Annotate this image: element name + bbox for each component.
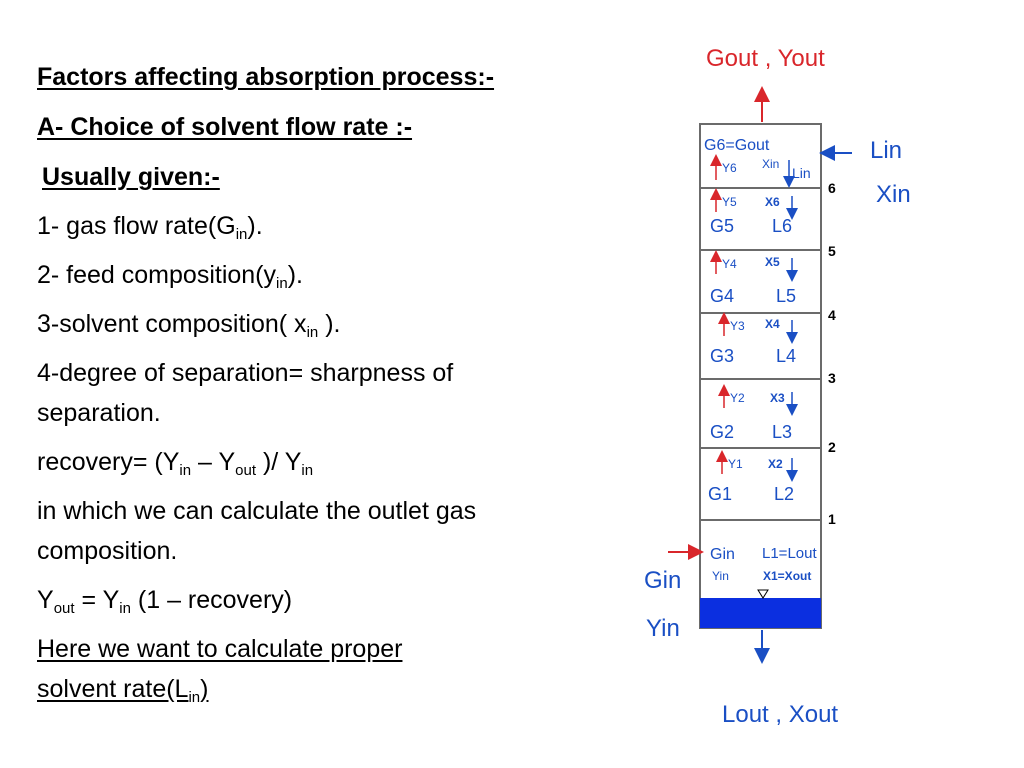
liquid-inlet-composition-label: Xin xyxy=(876,181,911,208)
stage1-x: X2 xyxy=(768,457,783,471)
stage4-g: G4 xyxy=(710,286,735,306)
stage-number: 3 xyxy=(828,370,836,386)
stage6-gas-label: G6=Gout xyxy=(704,137,770,154)
liquid-inlet-label: Lin xyxy=(870,137,903,164)
usually-given: Usually given:- xyxy=(42,163,220,191)
heading: Factors affecting absorption process:- xyxy=(37,63,495,91)
stage6-y: Y6 xyxy=(722,161,737,175)
stage4-l: L5 xyxy=(776,286,797,306)
stage6-l: Lin xyxy=(792,165,811,181)
stage4-x: X5 xyxy=(765,255,780,269)
stage1-y: Y1 xyxy=(728,457,743,471)
want-line-2: solvent $rate(L_{in})$ xyxy=(37,675,209,706)
yout-formula: $Y_{out} = Y_{in}$ (1 – recovery) xyxy=(37,586,293,617)
item-gas-flow: 1- gas flow $rate(G_{in})$. xyxy=(37,212,263,243)
stage5-l: L6 xyxy=(772,216,793,236)
stage5-g: G5 xyxy=(710,216,735,236)
stage2-l: L3 xyxy=(772,422,793,442)
stage2-g: G2 xyxy=(710,422,735,442)
stage3-y: Y3 xyxy=(730,319,745,333)
stage-number: 1 xyxy=(828,511,836,527)
bottom-l1: L1=Lout xyxy=(762,545,817,562)
stage3-l: L4 xyxy=(776,346,797,366)
stage5-x: X6 xyxy=(765,195,780,209)
stage3-g: G3 xyxy=(710,346,735,366)
stage-number: 5 xyxy=(828,243,836,259)
bottom-x1: X1=Xout xyxy=(763,569,812,583)
item-degree-separation-1: 4-degree of separation= sharpness of xyxy=(37,359,454,387)
calc-line-2: composition. xyxy=(37,537,178,565)
item-feed-composition: 2- feed $composition(y_{in})$. xyxy=(37,261,303,292)
item-degree-separation-2: separation. xyxy=(37,399,161,427)
recovery-formula: recovery= ($Y_{in} - Y_{out}$ )/ $Y_{in}$ xyxy=(37,448,314,479)
stage5-y: Y5 xyxy=(722,195,737,209)
liquid-outlet-label: Lout , Xout xyxy=(722,701,839,728)
absorption-column-diagram xyxy=(620,30,911,730)
stage2-y: Y2 xyxy=(730,391,745,405)
stage3-x: X4 xyxy=(765,317,780,331)
stage4-y: Y4 xyxy=(722,257,737,271)
liquid-pool xyxy=(700,598,821,628)
subheading: A- Choice of solvent flow rate :- xyxy=(37,113,413,141)
stage1-g: G1 xyxy=(708,484,733,504)
bottom-gin: Gin xyxy=(710,546,735,563)
stage-number: 4 xyxy=(828,307,836,323)
item-solvent-composition: 3-solvent composition( $x_{in}$ ). xyxy=(37,310,341,341)
stage-number: 2 xyxy=(828,439,836,455)
gas-inlet-composition-label: Yin xyxy=(646,615,680,642)
calc-line-1: in which we can calculate the outlet gas xyxy=(37,497,477,525)
bottom-yin: Yin xyxy=(712,569,729,583)
gas-outlet-label: Gout , Yout xyxy=(706,45,825,72)
stage1-l: L2 xyxy=(774,484,795,504)
stage6-x: Xin xyxy=(762,157,780,171)
stage2-x: X3 xyxy=(770,391,785,405)
stage-number: 6 xyxy=(828,180,836,196)
gas-inlet-label: Gin xyxy=(644,567,682,594)
want-line-1: Here we want to calculate proper xyxy=(37,635,403,663)
